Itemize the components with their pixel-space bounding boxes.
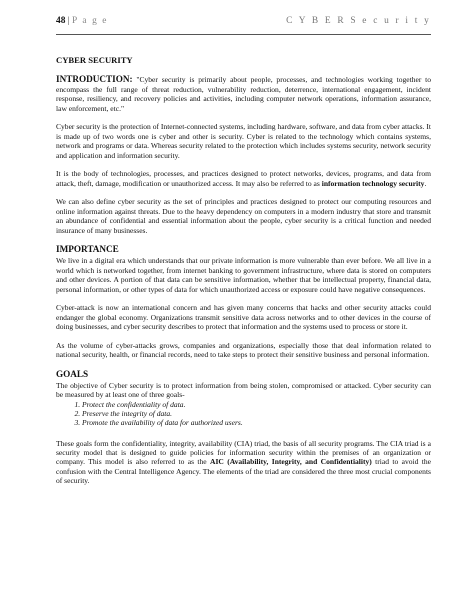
importance-paragraph-3: As the volume of cyber-attacks grows, companies and organizations, especially those that deal information related to national security, health, or financial records, need to take steps to protect their sensitive business and personal information. (56, 340, 431, 360)
document-title: CYBER SECURITY (56, 55, 133, 65)
intro-text: "Cyber security is primarily about people, processes, and technologies working together to encompass the full range of threat reduction, vulnerability reduction, deterrence, international engagement, incident response, resiliency, and recovery policies and activities, including computer network operations, information assurance, law enforcement, etc." (56, 75, 431, 113)
importance-paragraph-2: Cyber-attack is now an international concern and has given many concerns that hacks and other security attacks could endanger the global economy. Organizations transmit sensitive data across networks and to other devices in the course of doing businesses, and cyber security describes to protect that information and the systems used to process or store it. (56, 303, 431, 332)
principles-paragraph: We can also define cyber security as the set of principles and practices designed to protect our computing resources and online information against threats. Due to the heavy dependency on computers in a modern industry that store and transmit an abundance of confidential and essential information about the people, cyber security is a critical function and needed insurance of many businesses. (56, 197, 431, 235)
technology-end: . (424, 178, 427, 188)
running-title: C Y B E R S e c u r i t y (286, 16, 431, 26)
document-body (56, 56, 431, 495)
technology-term: information technology security (321, 178, 425, 188)
page-number: 48 (56, 16, 66, 26)
importance-heading: IMPORTANCE (56, 244, 119, 255)
list-item: 3. Promote the availability of data for authorized users. (82, 418, 431, 427)
goals-list (56, 400, 431, 428)
definition-paragraph: Cyber security is the protection of Internet-connected systems, including hardware, software, and data from cyber attacks. It is made up of two words one is cyber and other is security. Cyber is related to the technology which contains systems, network and programs or data. Whereas security related to the protection which includes systems security, network security and application and information security. (56, 122, 431, 160)
intro-heading: INTRODUCTION: (56, 74, 133, 85)
aic-term: AIC (Availability, Integrity, and Confidentiality) (210, 457, 372, 467)
technology-text: It is the body of technologies, processes, and practices designed to protect networks, devices, programs, and data from attack, theft, damage, modification or unauthorized access. It may also be referred to as (56, 169, 431, 188)
list-item: 1. Protect the confidentiality of data. (82, 400, 431, 409)
cia-end: triad to avoid the confusion with the Central Intelligence Agency. The elements of the triad are considered the three most crucial components of security. (56, 457, 431, 486)
technology-paragraph (56, 169, 431, 188)
cia-text: These goals form the confidentiality, integrity, availability (CIA) triad, the basis of all security programs. The CIA triad is a security model that is designed to guide policies for information security within the premises of an organization or company. This model is also referred to as the (56, 438, 431, 467)
list-item: 2. Preserve the integrity of data. (82, 409, 431, 418)
header-separator: | (67, 16, 70, 26)
page-header (56, 14, 431, 35)
page-number-label (56, 16, 108, 26)
intro-paragraph (56, 75, 431, 113)
goals-heading: GOALS (56, 368, 89, 379)
cia-paragraph (56, 439, 431, 486)
goals-intro: The objective of Cyber security is to protect information from being stolen, compromised or attacked. Cyber security can be measured by at least one of three goals- (56, 380, 431, 400)
page-word: P a g e (71, 16, 109, 26)
importance-paragraph-1: We live in a digital era which understands that our private information is more vulnerable than ever before. We all live in a world which is networked together, from internet banking to government infrastructure, where data is stored on computers and other devices. A portion of that data can be sensitive information, whether that be intellectual property, financial data, personal information, or other types of data for which unauthorized access or exposure could have negative consequences. (56, 256, 431, 294)
